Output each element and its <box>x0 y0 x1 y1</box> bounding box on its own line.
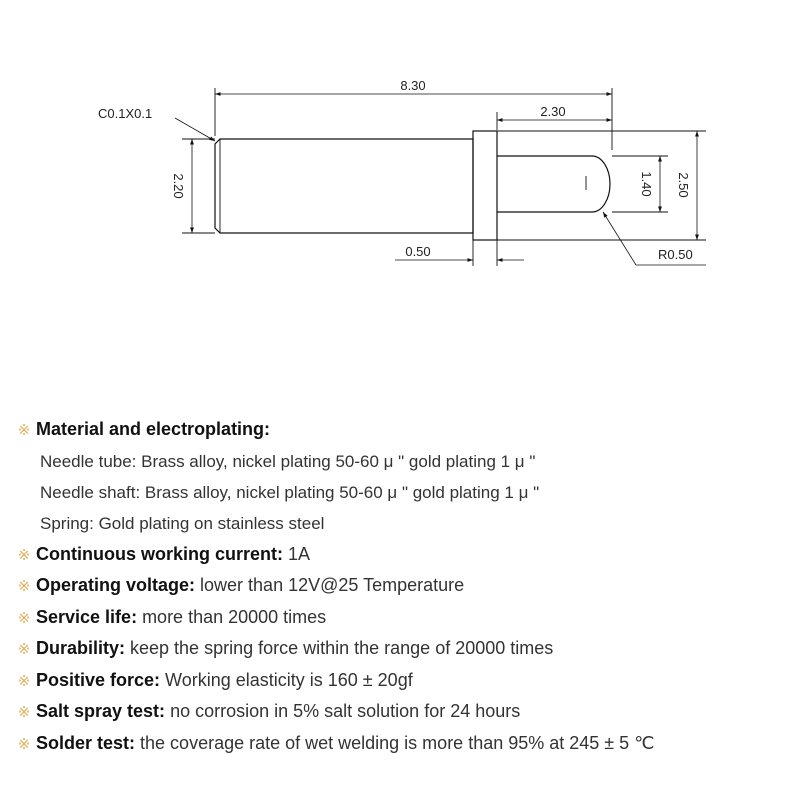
dimension-flange-width <box>395 240 524 266</box>
spec-value: keep the spring force within the range of 20000 times <box>130 638 554 658</box>
flange-diameter-label: 2.50 <box>676 172 691 198</box>
overall-length-label: 8.30 <box>400 78 426 93</box>
spec-label: Salt spray test: <box>36 701 166 721</box>
spec-label: Durability: <box>36 638 126 658</box>
material-spring: Spring: Gold plating on stainless steel <box>40 513 325 533</box>
spec-value: 1A <box>288 543 311 564</box>
spec-positive-force <box>12 665 792 697</box>
spec-durability <box>12 633 792 665</box>
spec-service-life <box>12 602 792 634</box>
chamfer-label: C0.1X0.1 <box>98 106 153 121</box>
bullet-icon: ※ <box>17 735 31 753</box>
spec-value: lower than 12V@25 Temperature <box>200 575 465 595</box>
bullet-icon: ※ <box>17 609 31 627</box>
tip-diameter-label: 1.40 <box>639 171 654 197</box>
bullet-icon: ※ <box>17 704 31 721</box>
flange <box>473 131 497 240</box>
dimension-flange-diameter <box>497 131 706 240</box>
tip-radius-label: R0.50 <box>658 247 693 262</box>
bullet-icon: ※ <box>17 546 31 564</box>
spec-voltage <box>12 570 792 602</box>
flange-width-label: 0.50 <box>405 244 431 259</box>
needle-tube <box>215 139 473 233</box>
specifications <box>12 414 792 759</box>
spec-label: Continuous working current: <box>36 543 283 564</box>
chamfer-callout <box>98 106 215 141</box>
dimension-tip-length <box>497 104 612 130</box>
spec-value: Working elasticity is 160 ± 20gf <box>165 669 413 690</box>
bullet-icon: ※ <box>17 422 31 439</box>
spec-label: Solder test: <box>36 732 136 753</box>
bullet-icon: ※ <box>17 641 31 658</box>
spec-value: no corrosion in 5% salt solution for 24 hours <box>170 701 521 721</box>
dimension-tip-diameter <box>612 156 668 212</box>
spec-label: Positive force: <box>36 669 161 690</box>
pin-outline <box>215 131 610 240</box>
dimension-tube-diameter <box>171 139 215 233</box>
spec-solder <box>12 728 792 760</box>
spec-label: Service life: <box>36 606 138 627</box>
tube-diameter-label: 2.20 <box>171 173 186 199</box>
spec-label: Material and electroplating: <box>36 419 271 439</box>
bullet-icon: ※ <box>17 578 31 595</box>
bullet-icon: ※ <box>17 672 31 690</box>
spec-current <box>12 539 792 571</box>
spec-label: Operating voltage: <box>36 575 196 595</box>
tip-length-label: 2.30 <box>540 104 566 119</box>
spec-value: the coverage rate of wet welding is more than 95% at 245 ± 5 ℃ <box>140 732 655 753</box>
needle-tip <box>497 156 610 212</box>
material-needle-shaft: Needle shaft: Brass alloy, nickel plating 50-60 μ " gold plating 1 μ " <box>40 482 540 502</box>
spec-value: more than 20000 times <box>142 606 327 627</box>
spec-salt-spray <box>12 696 792 728</box>
tip-radius-callout <box>603 212 706 265</box>
spec-material <box>12 414 792 446</box>
material-needle-tube: Needle tube: Brass alloy, nickel plating 50-60 μ " gold plating 1 μ " <box>40 451 536 471</box>
